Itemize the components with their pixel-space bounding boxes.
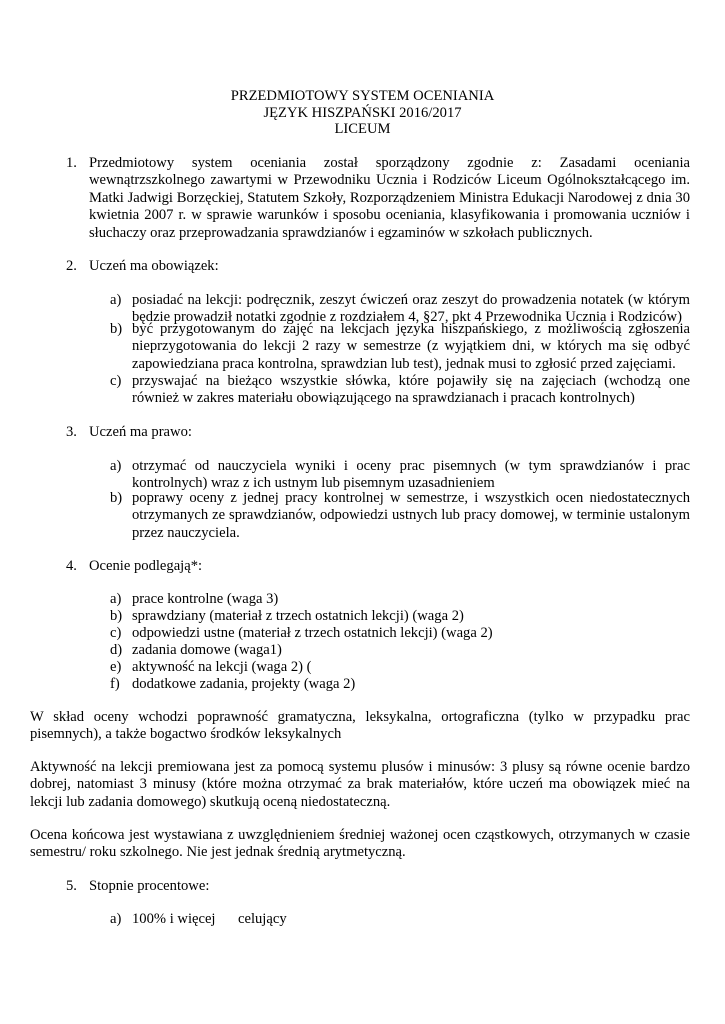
section-4-item-a-text: prace kontrolne (waga 3) bbox=[132, 591, 279, 607]
section-4-number: 4. bbox=[66, 558, 77, 574]
section-2-item-c-text: przyswajać na bieżąco wszystkie słówka, które pojawiły się na zajęciach (wchodzą one również w zakres materiału obowiązującego na sprawdzianach i pracach kontrolnych) bbox=[132, 373, 690, 407]
section-5-heading: Stopnie procentowe: bbox=[89, 878, 210, 894]
section-4-item-b-text: sprawdziany (materiał z trzech ostatnich lekcji) (waga 2) bbox=[132, 608, 464, 624]
section-4-heading: Ocenie podlegają*: bbox=[89, 558, 203, 574]
title-line-3: LICEUM bbox=[334, 121, 391, 138]
document-title bbox=[0, 88, 725, 138]
section-3-number: 3. bbox=[66, 424, 77, 440]
section-2-item-a-label: a) bbox=[110, 292, 122, 308]
section-5-number: 5. bbox=[66, 878, 77, 894]
section-2-heading: Uczeń ma obowiązek: bbox=[89, 258, 219, 274]
section-4-item-f-label: f) bbox=[110, 676, 120, 692]
section-1-text: Przedmiotowy system oceniania został sporządzony zgodnie z: Zasadami oceniania wewnątrzszkolnego zawartymi w Przewodniku Ucznia i Rodziców Liceum Ogólnokształcącego im. Matki Jadwigi Borzęckiej, Statutem Szkoły, Rozporządzeniem Ministra Edukacji Narodowej z dnia 30 kwietnia 2007 r. w sprawie warunków i sposobu oceniania, klasyfikowania i promowania uczniów i słuchaczy oraz przeprowadzania sprawdzianów i egzaminów w szkołach publicznych. bbox=[89, 155, 690, 241]
paragraph-final-grade: Ocena końcowa jest wystawiana z uwzględnieniem średniej ważonej ocen cząstkowych, otrzymanych w czasie semestru/ roku szkolnego. Nie jest jednak średnią arytmetyczną. bbox=[30, 827, 690, 861]
section-3-item-b-text: poprawy oceny z jednej pracy kontrolnej w semestrze, i wszystkich ocen niedostatecznych otrzymanych ze sprawdzianów, odpowiedzi ustnych lub pracy domowej, w terminie ustalonym przez nauczyciela. bbox=[132, 490, 690, 541]
section-2-item-b-text: być przygotowanym do zajęć na lekcjach języka hiszpańskiego, z możliwością zgłoszenia nieprzygotowania do lekcji 2 razy w semestrze (z wyjątkiem dni, w których ma się odbyć zapowiedziana praca kontrolna, sprawdzian lub test), jednak musi to zgłosić przed zajęciami. bbox=[132, 321, 690, 372]
paragraph-activity: Aktywność na lekcji premiowana jest za pomocą systemu plusów i minusów: 3 plusy są równe ocenie bardzo dobrej, natomiast 3 minusy (które można otrzymać za brak materiałów, które uczeń ma obowiązek mieć na lekcji lub zadania domowego) skutkują oceną niedostateczną. bbox=[30, 759, 690, 810]
section-2-item-a-text: posiadać na lekcji: podręcznik, zeszyt ćwiczeń oraz zeszyt do prowadzenia notatek (w którym będzie prowadził notatki zgodnie z rozdziałem 4, §27, pkt 4 Przewodnika Ucznia i Rodziców) bbox=[132, 292, 690, 326]
paragraph-grading-criteria: W skład oceny wchodzi poprawność gramatyczna, leksykalna, ortograficzna (tylko w przypadku prac pisemnych), a także bogactwo środków leksykalnych bbox=[30, 709, 690, 743]
section-3-item-b-label: b) bbox=[110, 490, 123, 506]
section-4-item-e-label: e) bbox=[110, 659, 122, 675]
section-4-item-a-label: a) bbox=[110, 591, 122, 607]
section-4-item-d-label: d) bbox=[110, 642, 123, 658]
section-4-item-b-label: b) bbox=[110, 608, 123, 624]
section-4-item-c-label: c) bbox=[110, 625, 122, 641]
section-1-number: 1. bbox=[66, 155, 77, 171]
section-4-item-c-text: odpowiedzi ustne (materiał z trzech ostatnich lekcji) (waga 2) bbox=[132, 625, 493, 641]
section-3-item-a-label: a) bbox=[110, 458, 122, 474]
section-3-heading: Uczeń ma prawo: bbox=[89, 424, 192, 440]
section-2-item-b-label: b) bbox=[110, 321, 123, 337]
section-5-item-a-range: 100% i więcej bbox=[132, 911, 216, 927]
section-4-item-e-text: aktywność na lekcji (waga 2) ( bbox=[132, 659, 312, 675]
section-5-item-a-grade: celujący bbox=[238, 911, 287, 927]
section-4-item-f-text: dodatkowe zadania, projekty (waga 2) bbox=[132, 676, 356, 692]
section-3-item-a-text: otrzymać od nauczyciela wyniki i oceny prac pisemnych (w tym sprawdzianów i prac kontrolnych) wraz z ich ustnym lub pisemnym uzasadnieniem bbox=[132, 458, 690, 492]
section-4-item-d-text: zadania domowe (waga1) bbox=[132, 642, 282, 658]
section-2-number: 2. bbox=[66, 258, 77, 274]
section-5-item-a-label: a) bbox=[110, 911, 122, 927]
section-2-item-c-label: c) bbox=[110, 373, 122, 389]
title-line-2: JĘZYK HISZPAŃSKI 2016/2017 bbox=[263, 104, 462, 121]
title-line-1: PRZEDMIOTOWY SYSTEM OCENIANIA bbox=[230, 88, 495, 104]
